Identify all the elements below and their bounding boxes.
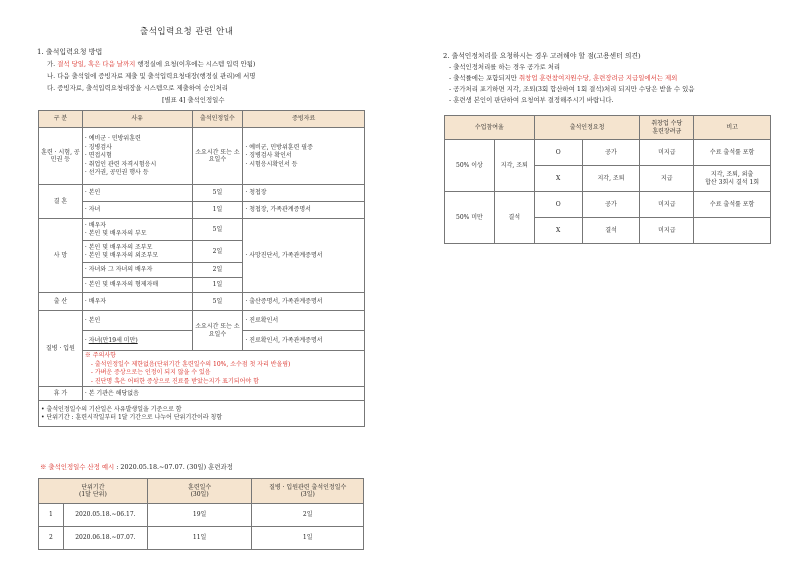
doc-birth: · 출산증명서, 가족관계증명서	[243, 293, 365, 311]
header-request: 출석인정요청	[534, 116, 640, 140]
row4-allow: 미지급	[640, 218, 694, 244]
row4-req: X	[534, 218, 582, 244]
reason-marriage-2: · 자녀	[82, 202, 192, 219]
reason-death-4: · 본인 및 배우자의 형제자매	[82, 278, 192, 293]
header-reason: 사유	[82, 111, 192, 128]
note-title: ※ 주의사항	[84, 352, 116, 359]
doc-death: · 사망진단서, 가족관계증명서	[243, 219, 365, 293]
row3-note: 수료 출석률 포함	[694, 192, 771, 218]
section-2-heading: 2. 출석인정처리를 요청하시는 경우 고려해야 할 점(고용센터 의견)	[443, 52, 641, 60]
row4-status: 결석	[582, 218, 640, 244]
header-category: 구 분	[39, 111, 83, 128]
example-row-2-days: 11일	[147, 527, 252, 550]
row2-req: X	[534, 166, 582, 192]
doc-marriage-2: · 청첩장, 가족관계증명서	[243, 202, 365, 219]
example-header-training-days: 훈련일수 (30일)	[147, 479, 252, 504]
days-marriage-1: 5일	[192, 185, 243, 202]
reason-death-2: · 본인 및 배우자의 조부모 · 본인 및 배우자의 외조부모	[82, 241, 192, 263]
doc-illness-1: · 진료확인서	[243, 311, 365, 331]
doc-illness-2: · 진료확인서, 가족관계증명서	[243, 331, 365, 351]
example-title: ※ 출석인정일수 산정 예시 : 2020.05.18.~07.07. (30일) 훈련과정	[40, 463, 233, 471]
row1-req: O	[534, 140, 582, 166]
row1-allow: 미지급	[640, 140, 694, 166]
row4-note	[694, 218, 771, 244]
example-header-period: 단위기간 (1달 단위)	[39, 479, 148, 504]
days-marriage-2: 1일	[192, 202, 243, 219]
days-death-3: 2일	[192, 263, 243, 278]
row3-req: O	[534, 192, 582, 218]
type-late: 지각, 조퇴	[494, 140, 534, 192]
left-item-3: 다. 증빙자료, 출석입력요청대장을 시스템으로 제출하여 승인처리	[47, 84, 228, 92]
reason-vacation: · 본 기관은 해당없음	[82, 387, 364, 401]
row1-status: 공가	[582, 140, 640, 166]
category-training: 훈련 · 시험, 공민권 등	[39, 128, 83, 185]
row3-status: 공가	[582, 192, 640, 218]
row3-allow: 미지급	[640, 192, 694, 218]
type-absent: 결석	[494, 192, 534, 244]
example-row-2-period: 2020.06.18.~07.07.	[63, 527, 147, 550]
example-row-1-period: 2020.05.18.~06.17.	[63, 504, 147, 527]
table-caption: [별표 4] 출석인정일수	[162, 96, 225, 104]
days-death-4: 1일	[192, 278, 243, 293]
category-vacation: 휴 가	[39, 387, 83, 401]
rate-under-50: 50% 미만	[445, 192, 495, 244]
section-1-heading: 1. 출석입력요청 방법	[37, 48, 103, 56]
reason-birth: · 배우자	[82, 293, 192, 311]
example-table	[38, 478, 364, 550]
left-item-1: 가. 결석 당일, 혹은 다음 날까지 행정실에 요청(이후에는 시스템 입력 안됨)	[47, 60, 256, 68]
right-item-2: - 출석률에는 포함되지만 취창업 훈련참여지원수당, 훈련장려금 지급일에서는 제외	[449, 74, 678, 82]
days-training: 소요시간 또는 소요일수	[192, 128, 243, 185]
reason-death-3: · 자녀와 그 자녀의 배우자	[82, 263, 192, 278]
example-row-2-recognized: 1일	[252, 527, 364, 550]
header-note: 비고	[694, 116, 771, 140]
category-marriage: 결 혼	[39, 185, 83, 219]
category-death: 사 망	[39, 219, 83, 293]
right-item-1: - 출석인정처리를 하는 경우 공가로 처리	[449, 63, 561, 71]
days-death-2: 2일	[192, 241, 243, 263]
example-row-1-days: 19일	[147, 504, 252, 527]
header-days: 출석인정일수	[192, 111, 243, 128]
example-row-2-no: 2	[39, 527, 64, 550]
recognition-table	[444, 115, 771, 244]
row1-note: 수료 출석률 포함	[694, 140, 771, 166]
reason-illness-1: · 본인	[82, 311, 192, 331]
row2-allow: 지급	[640, 166, 694, 192]
footnotes: • 출석인정일수의 기산일은 사유발생일을 기준으로 함 • 단위기간 : 훈련시작일부터 1달 기간으로 나누어 단위기간이라 칭함	[39, 401, 365, 427]
reason-marriage-1: · 본인	[82, 185, 192, 202]
illness-notes: ※ 주의사항 - 출석인정일수 제한없음(단위기간 훈련일수의 10%, 소수점 첫 자리 반올림) - 가벼운 증상으로는 인정이 되지 않을 수 있음 - 진단명 혹은 어떠한 증상으로 진료를 받았는지가 표기되어야 함	[82, 351, 364, 387]
left-item-2: 나. 다음 출석일에 증빙자료 제출 및 출석입력요청대장(행정실 관리)에 서명	[47, 72, 256, 80]
reason-illness-2: · 자녀(만19세 미만)	[82, 331, 192, 351]
example-header-recognized-days: 질병 · 입원관련 출석인정일수 (3일)	[252, 479, 364, 504]
right-item-3: - 공가처리 포기하면 지각, 조퇴(3회 합산하여 1회 결석)처리 되지만 수당은 받을 수 있음	[449, 85, 695, 93]
page-title: 출석입력요청 관련 안내	[140, 27, 234, 37]
attendance-table	[38, 110, 365, 427]
right-item-4: - 훈련생 본인이 판단하여 요청여부 결정해주시기 바랍니다.	[449, 96, 614, 104]
row2-note: 지각, 조퇴, 외출 합산 3회시 결석 1회	[694, 166, 771, 192]
days-illness: 소요시간 또는 소요일수	[192, 311, 243, 351]
example-row-1-recognized: 2일	[252, 504, 364, 527]
header-allowance: 취창업 수당 훈련장려금	[640, 116, 694, 140]
docs-training: · 예비군, 민방위훈련 필증 · 징병검사 확인서 · 시험응시확인서 등	[243, 128, 365, 185]
doc-marriage-1: · 청첩장	[243, 185, 365, 202]
days-birth: 5일	[192, 293, 243, 311]
days-death-1: 5일	[192, 219, 243, 241]
example-row-1-no: 1	[39, 504, 64, 527]
rate-over-50: 50% 이상	[445, 140, 495, 192]
reason-death-1: · 배우자 · 본인 및 배우자의 부모	[82, 219, 192, 241]
reasons-training: · 예비군 · 민방위훈련 · 징병검사 · 면접시험 · 취업인 관련 자격시험응시 · 선거권, 공민권 행사 등	[82, 128, 192, 185]
header-docs: 증빙자료	[243, 111, 365, 128]
category-birth: 출 산	[39, 293, 83, 311]
category-illness: 질병 · 입원	[39, 311, 83, 387]
row2-status: 지각, 조퇴	[582, 166, 640, 192]
header-participation: 수업참여율	[445, 116, 535, 140]
